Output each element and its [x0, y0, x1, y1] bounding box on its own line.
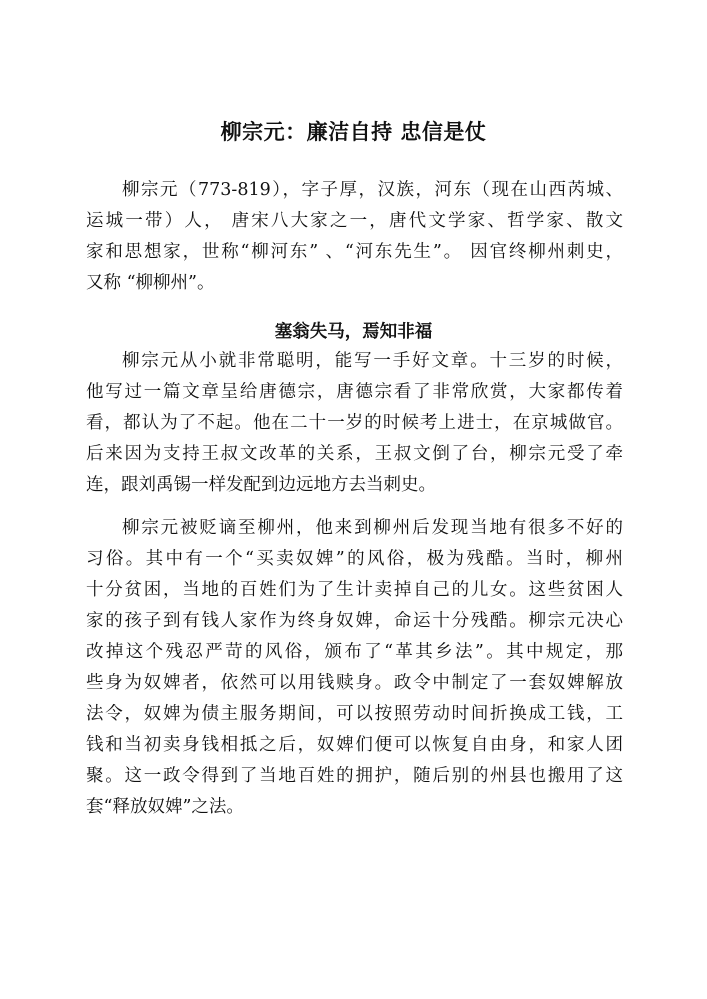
- intro-line: 家和思想家，世称“柳河东” 、“河东先生”。 因官终柳州刺史，: [86, 242, 623, 262]
- paragraph-line: 柳宗元被贬谪至柳州，他来到柳州后发现当地有很多不好的: [122, 518, 623, 538]
- paragraph-line: 家的孩子到有钱人家作为终身奴婢，命运十分残酷。柳宗元决心: [86, 611, 623, 631]
- paragraph-line: 连，跟刘禹锡一样发配到边远地方去当刺史。: [86, 475, 436, 495]
- paragraph-line: 看，都认为了不起。他在二十一岁的时候考上进士，在京城做官。: [86, 413, 623, 433]
- intro-paragraph: [86, 175, 623, 299]
- intro-line: 柳宗元（773-819），字子厚，汉族，河东（现在山西芮城、: [122, 180, 623, 200]
- paragraph-line: 习俗。其中有一个“买卖奴婢”的风俗，极为残酷。当时，柳州: [86, 549, 623, 569]
- paragraph-2: [86, 513, 623, 823]
- section-heading: 塞翁失马，焉知非福: [274, 322, 433, 342]
- paragraph-line: 他写过一篇文章呈给唐德宗，唐德宗看了非常欣赏，大家都传着: [86, 382, 623, 402]
- paragraph-line: 聚。这一政令得到了当地百姓的拥护，随后别的州县也搬用了这: [86, 766, 623, 786]
- paragraph-line: 钱和当初卖身钱相抵之后，奴婢们便可以恢复自由身，和家人团: [86, 735, 623, 755]
- paragraph-line: 套“释放奴婢”之法。: [86, 797, 244, 817]
- paragraph-1: [86, 346, 623, 501]
- paragraph-line: 法令，奴婢为债主服务期间，可以按照劳动时间折换成工钱，工: [86, 704, 623, 724]
- paragraph-line: 柳宗元从小就非常聪明，能写一手好文章。十三岁的时候，: [122, 351, 623, 371]
- page-title: 柳宗元：廉洁自持 忠信是仗: [220, 119, 487, 144]
- paragraph-line: 些身为奴婢者，依然可以用钱赎身。政令中制定了一套奴婢解放: [86, 673, 623, 693]
- paragraph-line: 十分贫困，当地的百姓们为了生计卖掉自己的儿女。这些贫困人: [86, 580, 623, 600]
- paragraph-line: 改掉这个残忍严苛的风俗，颁布了“革其乡法”。其中规定，那: [86, 642, 623, 662]
- intro-line: 运城一带）人， 唐宋八大家之一，唐代文学家、哲学家、散文: [86, 211, 623, 231]
- paragraph-line: 后来因为支持王叔文改革的关系，王叔文倒了台，柳宗元受了牵: [86, 444, 623, 464]
- intro-line: 又称 “柳柳州”。: [86, 273, 215, 293]
